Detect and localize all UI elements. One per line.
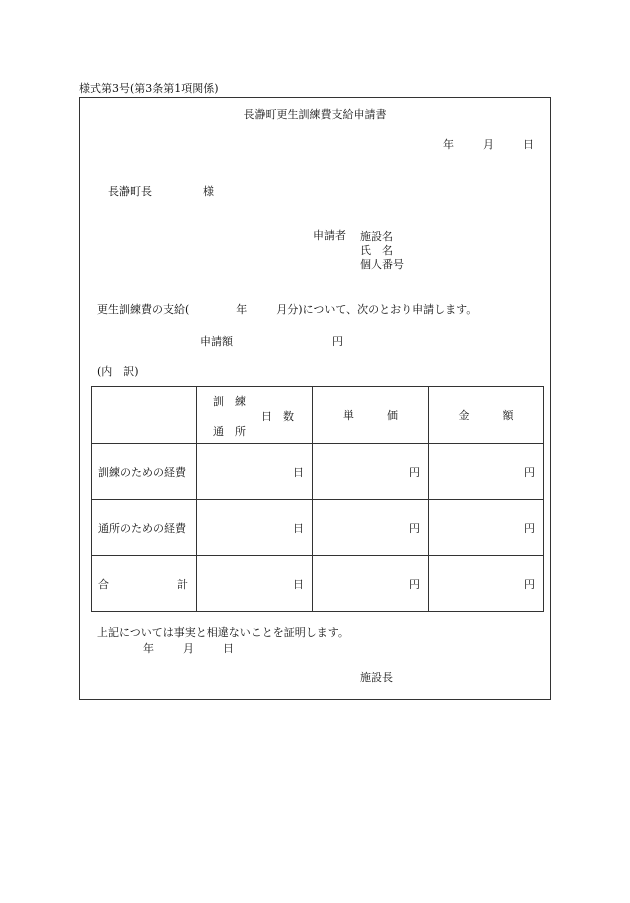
total-label-right: 計 xyxy=(177,577,188,591)
addressee-name: 長瀞町長 xyxy=(108,185,152,198)
header-commute-label: 通 所 xyxy=(213,425,246,438)
unit-price-cell[interactable]: 円 xyxy=(313,500,429,556)
application-amount xyxy=(200,336,343,347)
cert-year-label: 年 xyxy=(143,642,154,655)
total-label-left: 合 xyxy=(98,577,109,591)
addressee-honorific: 様 xyxy=(203,185,214,198)
amount-cell[interactable]: 円 xyxy=(429,444,544,500)
table-row xyxy=(92,500,544,556)
table-header-row xyxy=(92,387,544,444)
form-number: 様式第3号(第3条第1項関係) xyxy=(79,82,219,95)
certification-date xyxy=(143,643,234,654)
header-days-label: 日 数 xyxy=(261,410,294,423)
row-label: 通所のための経費 xyxy=(92,500,197,556)
total-amount-cell[interactable]: 円 xyxy=(429,556,544,612)
total-days-cell[interactable]: 日 xyxy=(197,556,313,612)
row-label: 訓練のための経費 xyxy=(92,444,197,500)
header-blank-cell xyxy=(92,387,197,444)
total-unit-price-cell[interactable]: 円 xyxy=(313,556,429,612)
applicant-label: 申請者 xyxy=(313,229,346,242)
applicant-fields xyxy=(360,230,404,272)
table-row-total xyxy=(92,556,544,612)
purpose-month-part: 月分)について、次のとおり申請します。 xyxy=(276,303,478,316)
table-row xyxy=(92,444,544,500)
application-purpose xyxy=(97,304,477,315)
purpose-prefix: 更生訓練費の支給( xyxy=(97,303,190,316)
certification-text: 上記については事実と相違ないことを証明します。 xyxy=(97,626,349,639)
addressee xyxy=(108,186,214,197)
date-month-label: 月 xyxy=(483,138,494,151)
days-cell[interactable]: 日 xyxy=(197,444,313,500)
amount-label: 申請額 xyxy=(200,335,233,348)
facility-director-label: 施設長 xyxy=(360,671,393,684)
header-amount: 金 額 xyxy=(429,387,544,444)
personal-number-label: 個人番号 xyxy=(360,258,404,271)
days-cell[interactable]: 日 xyxy=(197,500,313,556)
breakdown-table xyxy=(91,386,544,612)
header-unit-price: 単 価 xyxy=(313,387,429,444)
date-day-label: 日 xyxy=(523,138,534,151)
unit-price-cell[interactable]: 円 xyxy=(313,444,429,500)
form-title: 長瀞町更生訓練費支給申請書 xyxy=(243,108,387,121)
person-name-label: 氏 名 xyxy=(360,244,393,257)
cert-month-label: 月 xyxy=(183,642,194,655)
header-training-label: 訓 練 xyxy=(213,395,246,408)
cert-day-label: 日 xyxy=(223,642,234,655)
facility-name-label: 施設名 xyxy=(360,230,393,243)
breakdown-label: (内 訳) xyxy=(97,365,139,378)
application-date xyxy=(443,139,534,150)
total-label-cell xyxy=(92,556,197,612)
purpose-year: 年 xyxy=(236,303,248,316)
header-days-cell xyxy=(197,387,313,444)
amount-cell[interactable]: 円 xyxy=(429,500,544,556)
date-year-label: 年 xyxy=(443,138,454,151)
amount-unit: 円 xyxy=(332,335,343,348)
